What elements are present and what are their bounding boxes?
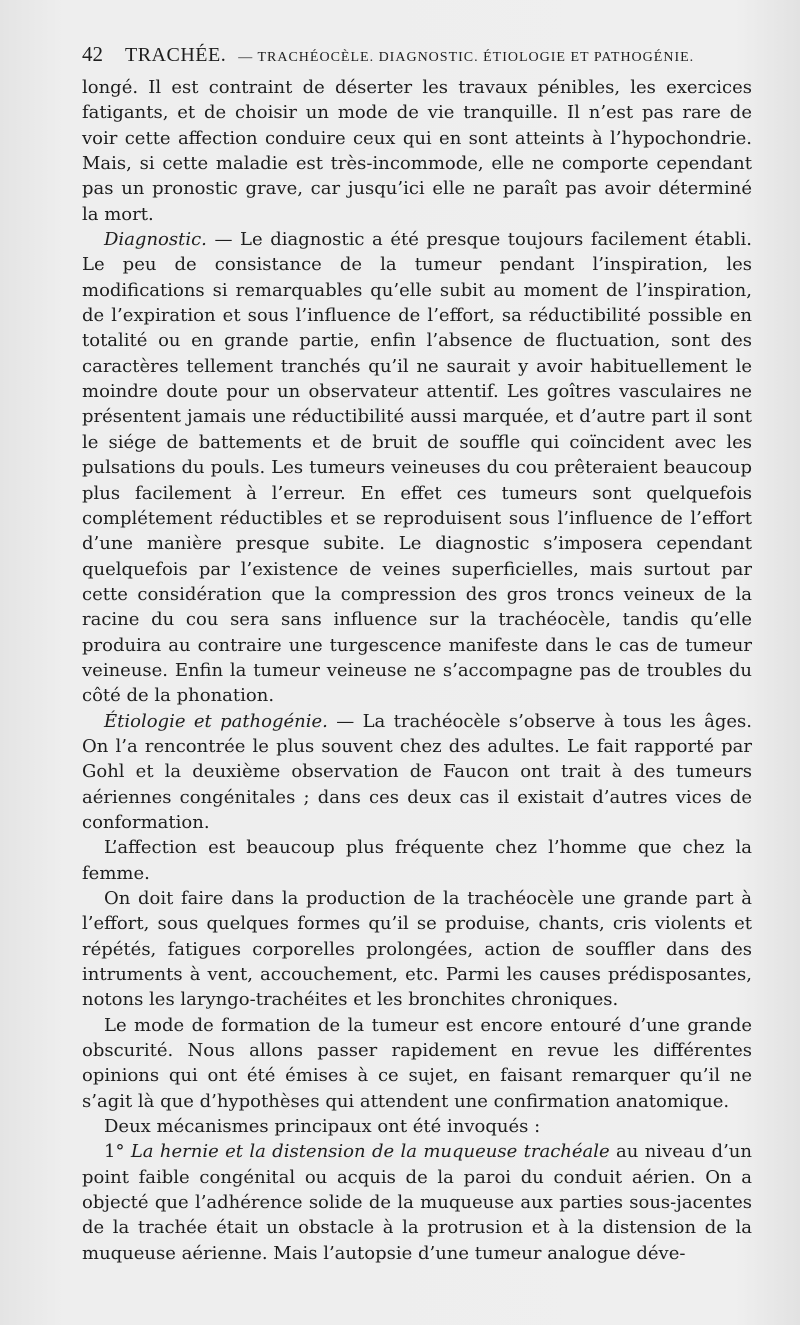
running-header [82, 42, 772, 70]
paragraph-continuation [82, 75, 752, 227]
paragraph-etiologie [82, 709, 752, 836]
paragraph-text: Le mode de formation de la tumeur est encore entouré d’une grande obscurité. Nous allons passer rapidement en revue les différentes opinions qui ont été émises à ce sujet, en faisant remarquer qu’il ne s’agit là que d’hypothèses qui attendent une confirmation anatomique. [82, 1014, 752, 1112]
paragraph-text: On doit faire dans la production de la trachéocèle une grande part à l’effort, sous quelques formes qu’il se produise, chants, cris violents et répétés, fatigues corporelles prolongées, action de souffler dans des intruments à vent, accouchement, etc. Parmi les causes prédisposantes, notons les laryngo-trachéites et les bronchites chroniques. [82, 888, 752, 1011]
paragraph-mecanismes [82, 1114, 752, 1139]
paragraph-text: longé. Il est contraint de déserter les travaux pénibles, les exercices fatigants, et de choisir un mode de vie tranquille. Il n’est pas rare de voir cette affection conduire ceux qui en sont atteints à l’hypochondrie. Mais, si cette maladie est très-incommode, elle ne comporte cependant pas un pronostic grave, car jusqu’ici elle ne paraît pas avoir déterminé la mort. [82, 77, 752, 225]
running-subtitle: — TRACHÉOCÈLE. DIAGNOSTIC. ÉTIOLOGIE ET PATHOGÉNIE. [238, 50, 695, 65]
paragraph-text: au niveau d’un point faible congénital ou acquis de la paroi du conduit aérien. On a objecté que l’adhérence solide de la muqueuse aux parties sous-jacentes de la trachée était un obstacle à la protrusion et à la distension de la muqueuse aérienne. Mais l’autopsie d’une tumeur analogue déve- [82, 1141, 752, 1264]
paragraph-mode-formation [82, 1013, 752, 1114]
paragraph-text: — La trachéocèle s’observe à tous les âges. On l’a rencontrée le plus souvent chez des adultes. Le fait rapporté par Gohl et la deuxième observation de Faucon ont trait à des tumeurs aériennes congénitales ; dans ces deux cas il existait d’autres vices de conformation. [82, 710, 752, 833]
paragraph-text: Deux mécanismes principaux ont été invoqués : [104, 1116, 541, 1138]
mechanism-heading: La hernie et la distension de la muqueuse trachéale [130, 1141, 610, 1163]
paragraph-text: — Le diagnostic a été presque toujours facilement établi. Le peu de consistance de la tumeur pendant l’inspiration, les modifications si remarquables qu’elle subit au moment de l’inspiration, de l’expiration et sous l’influence de l’effort, sa réductibilité possible en totalité ou en grande partie, enfin l’absence de fluctuation, sont des caractères tellement tranchés qu’il ne saurait y avoir habituellement le moindre doute pour un observateur attentif. Les goîtres vasculaires ne présentent jamais une réductibilité aussi marquée, et d’autre part il sont le siége de battements et de bruit de souffle qui coïncident avec les pulsations du pouls. Les tumeurs veineuses du cou prêteraient beaucoup plus facilement à l’erreur. En effet ces tumeurs sont quelquefois complétement réductibles et se reproduisent sous l’influence de l’effort d’une manière presque subite. Le diagnostic s’imposera cependant quelquefois par l’existence de veines superficielles, mais surtout par cette considération que la compression des gros troncs veineux de la racine du cou sera sans influence sur la trachéocèle, tandis qu’elle produira au contraire une turgescence manifeste dans le cas de tumeur veineuse. Enfin la tumeur veineuse ne s’accompagne pas de troubles du côté de la phonation. [82, 229, 752, 707]
paragraph-causes [82, 886, 752, 1013]
paragraph-diagnostic [82, 227, 752, 709]
list-number: 1° [104, 1141, 131, 1163]
paragraph-frequency [82, 835, 752, 886]
section-heading-etiologie: Étiologie et pathogénie. [104, 710, 328, 732]
section-heading-diagnostic: Diagnostic. [104, 229, 207, 251]
paragraph-text: L’affection est beaucoup plus fréquente chez l’homme que chez la femme. [82, 837, 752, 884]
running-title: TRACHÉE. [125, 44, 227, 66]
paragraph-hernie [82, 1139, 752, 1266]
page-number: 42 [82, 42, 103, 66]
body-text [82, 75, 752, 1266]
